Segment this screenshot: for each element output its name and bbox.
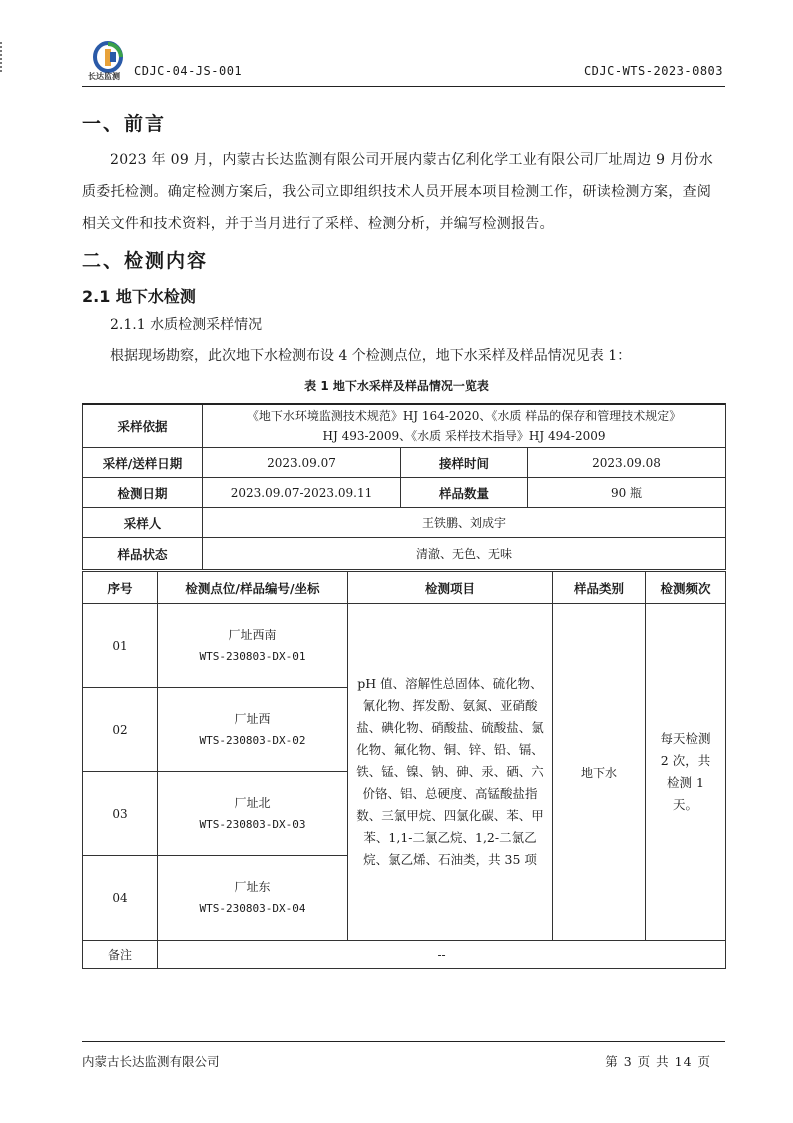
table-row [83,508,726,538]
table-row [83,448,726,478]
table-row [83,941,726,969]
point-code: WTS-230803-DX-03 [199,817,306,831]
test-date-value: 2023.09.07-2023.09.11 [203,478,401,508]
table-header-row [83,572,726,604]
doc-code-right: CDJC-WTS-2023-0803 [583,64,723,78]
sampler-label: 采样人 [83,508,203,538]
status-value: 清澈、无色、无味 [203,538,726,570]
points-table [82,571,726,969]
table-row [83,604,726,688]
header-no: 序号 [83,572,158,604]
test-frequency: 每天检测 2 次，共检测 1 天。 [646,604,726,941]
row-no: 02 [83,688,158,772]
test-items: pH 值、溶解性总固体、硫化物、氰化物、挥发酚、氨氮、亚硝酸盐、碘化物、硝酸盐、硫酸盐、氯化物、氟化物、铜、锌、铅、镉、铁、锰、镍、钠、砷、汞、硒、六价铬、铝、总硬度、高锰酸盐指数、三氯甲烷、四氯化碳、苯、甲苯、1,1-二氯乙烷、1,2-二氯乙烷、氯乙烯、石油类，共 35 项 [348,604,553,941]
table-row [83,404,726,448]
header-category: 样品类别 [553,572,646,604]
sample-date-value: 2023.09.07 [203,448,401,478]
basis-line-1: 《地下水环境监测技术规范》HJ 164-2020、《水质 样品的保存和管理技术规定》 [246,408,682,423]
row-no: 03 [83,772,158,856]
page-footer [82,1041,725,1072]
sample-category: 地下水 [553,604,646,941]
row-no: 01 [83,604,158,688]
row-point [158,604,348,688]
header-frequency: 检测频次 [646,572,726,604]
footer-company: 内蒙古长达监测有限公司 [82,1054,220,1069]
subsection-title: 2.1 地下水检测 [82,287,196,306]
basis-label: 采样依据 [83,404,203,448]
point-name: 厂址西 [234,711,271,726]
status-label: 样品状态 [83,538,203,570]
table-caption: 表 1 地下水采样及样品情况一览表 [304,379,489,393]
sub-subsection-title: 2.1.1 水质检测采样情况 [110,317,263,333]
header-point: 检测点位/样品编号/坐标 [158,572,348,604]
point-code: WTS-230803-DX-02 [199,733,306,747]
point-name: 厂址北 [234,795,271,810]
point-code: WTS-230803-DX-04 [199,902,306,915]
sample-count-value: 90 瓶 [528,478,726,508]
remark-label: 备注 [83,941,158,969]
test-date-label: 检测日期 [83,478,203,508]
table-row [83,538,726,570]
point-name: 厂址东 [234,880,271,894]
point-code: WTS-230803-DX-01 [199,649,306,663]
page-header [82,40,725,87]
doc-code-left: CDJC-04-JS-001 [134,64,243,78]
sampling-info-table [82,403,726,570]
section-2-title: 二、检测内容 [82,250,209,272]
company-logo [86,40,130,84]
sample-date-label: 采样/送样日期 [83,448,203,478]
receive-time-label: 接样时间 [401,448,528,478]
intro-text: 根据现场勘察，此次地下水检测布设 4 个检测点位，地下水采样及样品情况见表 1： [110,348,632,364]
row-point [158,772,348,856]
receive-time-value: 2023.09.08 [528,448,726,478]
binding-edge-mark [0,42,5,72]
sampler-value: 王铁鹏、刘成宇 [203,508,726,538]
row-point [158,856,348,941]
logo-icon [86,40,130,74]
basis-value [203,404,726,448]
sample-count-label: 样品数量 [401,478,528,508]
footer-page-number: 第 3 页 共 14 页 [605,1054,711,1069]
table-top-border [82,403,725,405]
section-1-paragraph: 2023 年 09 月，内蒙古长达监测有限公司开展内蒙古亿利化学工业有限公司厂址周边 9 月份水质委托检测。确定检测方案后，我公司立即组织技术人员开展本项目检测工作，研读检测方案，查阅相关文件和技术资料，并于当月进行了采样、检测分析，并编写检测报告。 [82,152,713,232]
basis-line-2: HJ 493-2009、《水质 采样技术指导》HJ 494-2009 [322,428,606,443]
point-name: 厂址西南 [228,627,277,642]
row-point [158,688,348,772]
section-1-title: 一、前言 [82,113,167,135]
table-row [83,478,726,508]
logo-text: 长达监测 [88,72,120,81]
row-no: 04 [83,856,158,941]
remark-value: -- [158,941,726,969]
header-items: 检测项目 [348,572,553,604]
